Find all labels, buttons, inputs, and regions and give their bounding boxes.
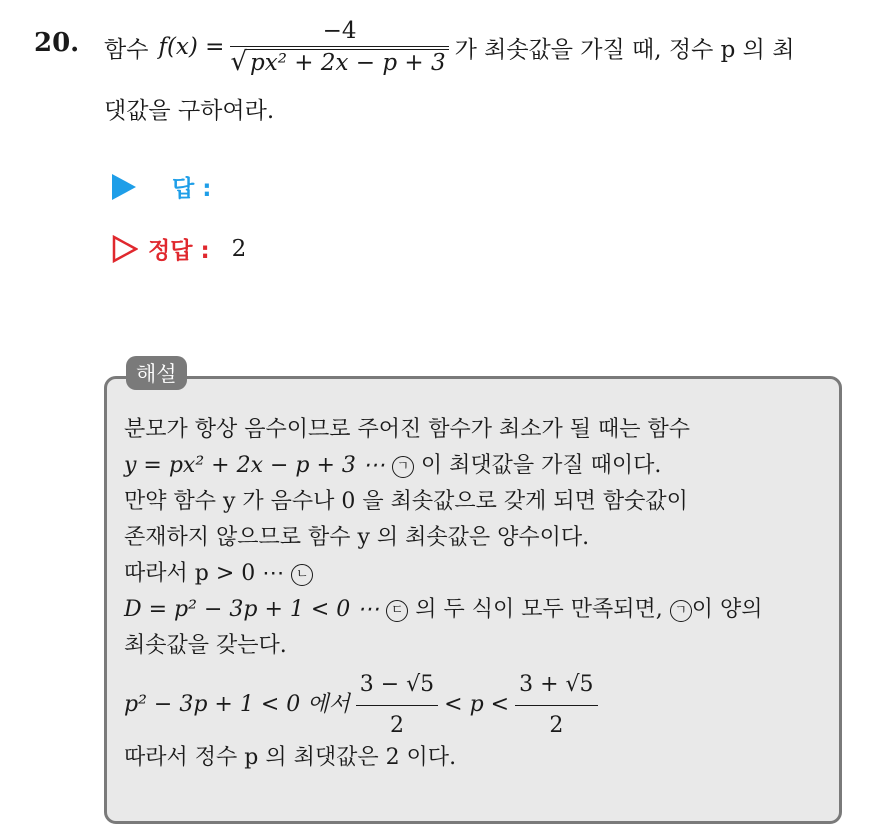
upper-root-denominator: 2	[549, 712, 564, 738]
answer-label: 답 :	[172, 176, 212, 202]
solution-line-2	[124, 448, 834, 484]
lower-root-denominator: 2	[389, 712, 404, 738]
outline-triangle-icon	[112, 235, 138, 263]
circled-mark-2: ㄴ	[291, 564, 313, 586]
circled-mark-4: ㄱ	[670, 600, 692, 622]
solution-line-6-tail: 이 양의	[691, 597, 763, 622]
root-fraction-lower	[356, 667, 438, 744]
solution-badge: 해설	[126, 356, 187, 390]
answer-blank-row	[112, 170, 211, 203]
upper-root-numerator: 3 + √5	[519, 671, 594, 697]
root-fraction-upper	[515, 667, 597, 744]
solution-line-9: 따라서 정수 p 의 최댓값은 2 이다.	[124, 745, 457, 770]
function-fraction	[230, 18, 448, 76]
sqrt-icon: √	[230, 47, 248, 77]
question-intro: 함수	[104, 36, 149, 63]
question-line-1	[104, 18, 794, 76]
correct-answer-row	[112, 232, 246, 265]
solution-line-4: 존재하지 않으므로 함수 y 의 최솟값은 양수이다.	[124, 525, 590, 550]
question-tail: 가 최솟값을 가질 때, 정수 p 의 최	[454, 36, 795, 63]
inequality-lead: p² − 3p + 1 < 0 에서	[124, 692, 350, 717]
correct-answer-value: 2	[231, 235, 247, 262]
question-line-2: 댓값을 구하여라.	[104, 98, 275, 124]
fraction-denominator: px² + 2x − p + 3	[247, 49, 449, 76]
fraction-numerator: −4	[322, 18, 357, 44]
solution-line-6	[124, 592, 834, 628]
solution-equation-y: y = px² + 2x − p + 3 ⋯	[124, 453, 385, 478]
problem-number: 20.	[34, 28, 80, 58]
function-lhs: f(x) =	[158, 34, 225, 60]
inequality-middle: < p <	[444, 692, 510, 717]
solution-line-6-mid: 의 두 식이 모두 만족되면,	[415, 597, 663, 622]
lower-root-numerator: 3 − √5	[359, 671, 435, 697]
solution-line-2-tail: 이 최댓값을 가질 때이다.	[420, 453, 662, 478]
discriminant-expression: D = p² − 3p + 1 < 0 ⋯	[124, 597, 380, 622]
solution-line-3: 만약 함수 y 가 음수나 0 을 최솟값으로 갖게 되면 함숫값이	[124, 489, 688, 514]
circled-mark-3: ㄷ	[386, 600, 408, 622]
solution-line-7: 최솟값을 갖는다.	[124, 633, 287, 658]
solution-line-8	[124, 670, 834, 740]
solution-line-1: 분모가 항상 음수이므로 주어진 함수가 최소가 될 때는 함수	[124, 417, 690, 442]
solution-line-5-text: 따라서 p > 0 ⋯	[124, 561, 285, 586]
solution-text	[124, 412, 834, 776]
play-triangle-icon	[112, 174, 136, 200]
solution-line-5	[124, 556, 834, 592]
correct-answer-label: 정답 :	[148, 238, 210, 264]
circled-mark-1: ㄱ	[392, 456, 414, 478]
